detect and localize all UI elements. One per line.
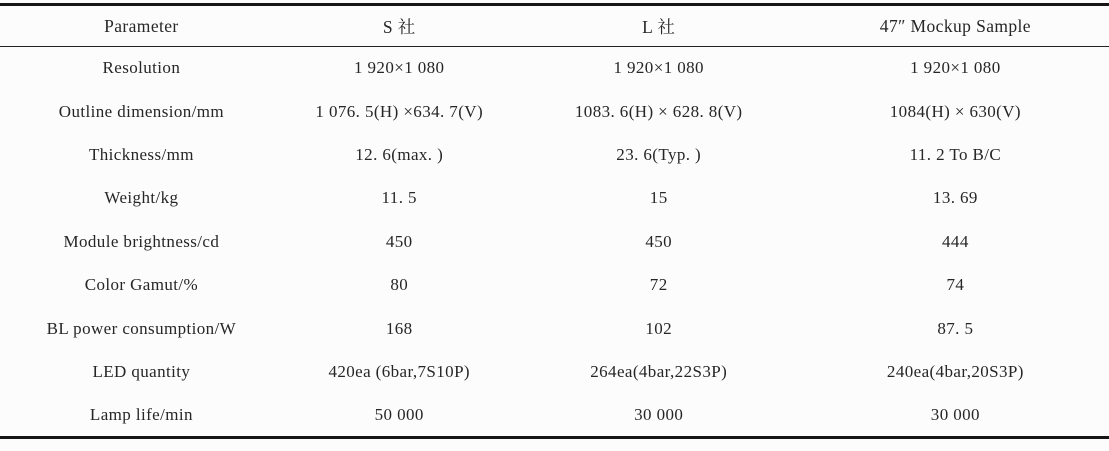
mockup-sample-value: 1 920×1 080: [910, 58, 1001, 78]
mockup-sample-value: 444: [942, 231, 969, 251]
l-company-value: 15: [649, 188, 668, 208]
mockup-sample-value: 74: [946, 275, 965, 295]
mockup-sample-value: 87. 5: [937, 318, 974, 338]
row-weight: [0, 177, 1109, 220]
row-thickness: [0, 133, 1109, 176]
s-company-value: 168: [385, 318, 413, 338]
parameter-cell: LED quantity: [92, 361, 191, 381]
row-lamp-life: [0, 394, 1109, 437]
l-company-value: 102: [645, 318, 673, 338]
row-module-brightness: [0, 220, 1109, 263]
parameter-cell: Resolution: [102, 58, 181, 78]
row-bl-power-consumption: [0, 307, 1109, 350]
s-company-value: 1 076. 5(H) ×634. 7(V): [315, 101, 484, 121]
parameter-cell: BL power consumption/W: [46, 318, 237, 338]
parameter-cell: Weight/kg: [104, 188, 179, 208]
l-company-value: 1083. 6(H) × 628. 8(V): [574, 101, 743, 121]
s-company-value: 1 920×1 080: [353, 58, 445, 78]
col-header-l-company: L 社: [516, 5, 802, 47]
l-company-value: 30 000: [634, 404, 684, 424]
s-company-value: 420ea (6bar,7S10P): [328, 361, 470, 381]
mockup-sample-value: 11. 2 To B/C: [909, 144, 1002, 164]
l-company-value: 450: [645, 231, 673, 251]
s-company-value: 12. 6(max. ): [355, 144, 444, 164]
row-color-gamut: [0, 263, 1109, 306]
row-resolution: [0, 47, 1109, 90]
col-header-s-company: S 社: [283, 5, 516, 47]
l-company-value: 264ea(4bar,22S3P): [590, 361, 728, 381]
parameter-cell: Outline dimension/mm: [58, 101, 225, 121]
mockup-sample-value: 30 000: [930, 404, 980, 424]
parameter-cell: Lamp life/min: [89, 404, 193, 424]
s-company-value: 450: [385, 231, 413, 251]
col-header-parameter: Parameter: [0, 5, 283, 47]
parameter-cell: Module brightness/cd: [63, 231, 220, 251]
parameter-cell: Color Gamut/%: [84, 275, 199, 295]
mockup-sample-value: 240ea(4bar,20S3P): [886, 361, 1024, 381]
l-company-value: 23. 6(Typ. ): [616, 144, 702, 164]
mockup-sample-value: 1084(H) × 630(V): [889, 101, 1021, 121]
l-company-value: 1 920×1 080: [613, 58, 704, 78]
row-outline-dimension: [0, 90, 1109, 133]
mockup-sample-value: 13. 69: [932, 188, 978, 208]
table-header-row: [0, 5, 1109, 47]
col-header-mockup-sample: 47″ Mockup Sample: [802, 5, 1109, 47]
s-company-value: 80: [390, 275, 409, 295]
row-led-quantity: [0, 350, 1109, 393]
s-company-value: 11. 5: [381, 188, 417, 208]
l-company-value: 72: [649, 275, 668, 295]
comparison-table: [0, 3, 1109, 439]
s-company-value: 50 000: [374, 404, 424, 424]
parameter-cell: Thickness/mm: [88, 144, 194, 164]
